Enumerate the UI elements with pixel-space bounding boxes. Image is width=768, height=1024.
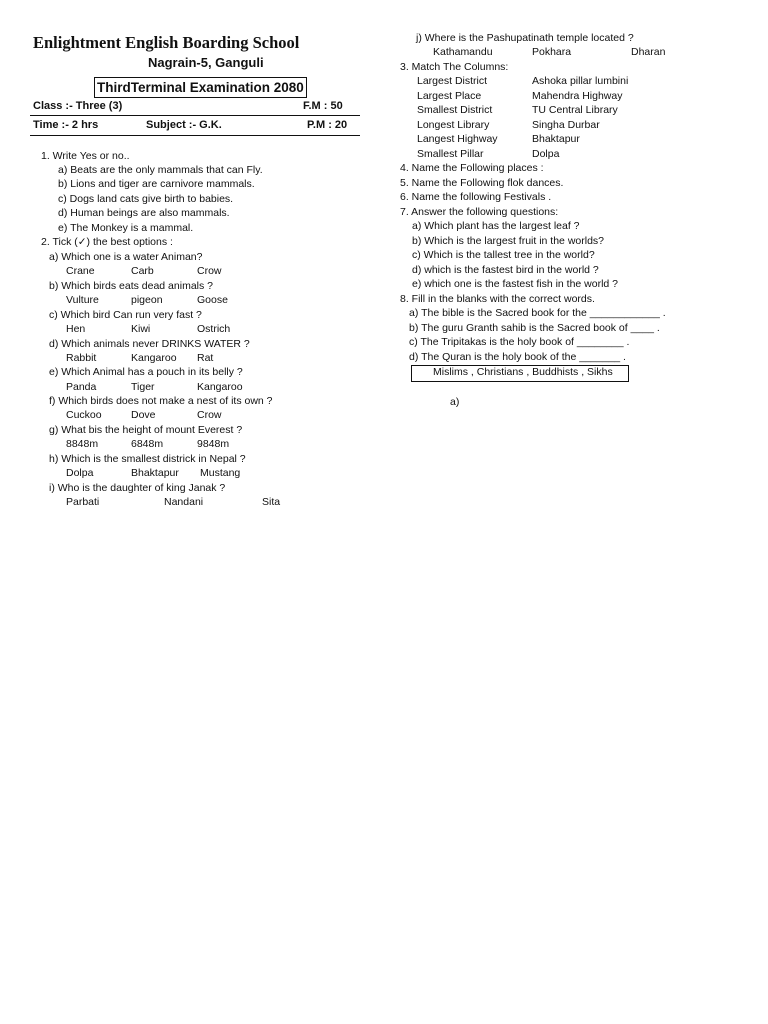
q2-question: g) What bis the height of mount Everest ?: [49, 424, 243, 436]
pass-marks: P.M : 20: [307, 119, 348, 131]
exam-title: ThirdTerminal Examination 2080: [94, 77, 307, 98]
q3-title: 3. Match The Columns:: [400, 61, 509, 73]
q8-item: d) The Quran is the holy book of the _______ .: [409, 351, 626, 363]
q2-option: Carb: [131, 265, 154, 277]
q2-question: a) Which one is a water Animan?: [49, 251, 203, 263]
q2-option: Kangaroo: [131, 352, 177, 364]
q2-option: Kangaroo: [197, 381, 243, 393]
q1-item: d) Human beings are also mammals.: [58, 207, 230, 219]
q8-item: c) The Tripitakas is the holy book of ________ .: [409, 336, 630, 348]
q3-right-item: Bhaktapur: [532, 133, 580, 145]
q2-question: j) Where is the Pashupatinath temple located ?: [416, 32, 634, 44]
q3-left-item: Smallest District: [417, 104, 493, 116]
q8-item: b) The guru Granth sahib is the Sacred book of ____ .: [409, 322, 660, 334]
q2-option: Crow: [197, 265, 222, 277]
q3-left-item: Largest Place: [417, 90, 482, 102]
q2-option: Dolpa: [66, 467, 94, 479]
q3-right-item: Dolpa: [532, 148, 560, 160]
q3-left-item: Longest Library: [417, 119, 490, 131]
q4-title: 4. Name the Following places :: [400, 162, 544, 174]
q3-right-item: Singha Durbar: [532, 119, 600, 131]
full-marks: F.M : 50: [303, 100, 343, 112]
q1-item: b) Lions and tiger are carnivore mammals.: [58, 178, 255, 190]
q2-option: Nandani: [164, 496, 204, 508]
header-rule-bottom: [30, 135, 360, 136]
q2-option: Crow: [197, 409, 222, 421]
q2-option: Rabbit: [66, 352, 97, 364]
q1-item: c) Dogs land cats give birth to babies.: [58, 193, 234, 205]
q2-option: Tiger: [131, 381, 155, 393]
school-name: Enlightment English Boarding School: [33, 33, 300, 52]
q6-title: 6. Name the following Festivals .: [400, 191, 552, 203]
q8-options: Mislims , Christians , Buddhists , Sikhs: [433, 366, 613, 378]
q2-option: Dharan: [631, 46, 666, 58]
q2-option: Kathamandu: [433, 46, 493, 58]
q2-option: Cuckoo: [66, 409, 102, 421]
q2-option: Hen: [66, 323, 86, 335]
q2-option: Sita: [262, 496, 281, 508]
subject-label: Subject :- G.K.: [146, 119, 222, 131]
q2-option: Ostrich: [197, 323, 231, 335]
q8-item: a) The bible is the Sacred book for the ____________ .: [409, 307, 666, 319]
q7-item: e) which one is the fastest fish in the world ?: [412, 278, 619, 290]
q2-option: Panda: [66, 381, 97, 393]
q8-title: 8. Fill in the blanks with the correct words.: [400, 293, 595, 305]
time-label: Time :- 2 hrs: [33, 119, 99, 131]
q2-option: Parbati: [66, 496, 100, 508]
q2-option: Vulture: [66, 294, 99, 306]
q3-right-item: Mahendra Highway: [532, 90, 623, 102]
q1-item: a) Beats are the only mammals that can Fly.: [58, 164, 263, 176]
trailing-label: a): [450, 396, 460, 408]
q2-option: 9848m: [197, 438, 230, 450]
q3-right-item: TU Central Library: [532, 104, 618, 116]
school-address: Nagrain-5, Ganguli: [148, 55, 264, 70]
q2-option: Dove: [131, 409, 156, 421]
q2-option: Bhaktapur: [131, 467, 179, 479]
q2-option: Goose: [197, 294, 228, 306]
q7-title: 7. Answer the following questions:: [400, 206, 559, 218]
q3-left-item: Smallest Pillar: [417, 148, 484, 160]
q7-item: a) Which plant has the largest leaf ?: [412, 220, 580, 232]
class-label: Class :- Three (3): [33, 100, 123, 112]
q2-question: f) Which birds does not make a nest of its own ?: [49, 395, 273, 407]
q2-option: Crane: [66, 265, 95, 277]
q2-question: c) Which bird Can run very fast ?: [49, 309, 202, 321]
q1-title: 1. Write Yes or no..: [41, 150, 130, 162]
q2-title: 2. Tick (✓) the best options :: [41, 236, 173, 248]
q2-option: pigeon: [131, 294, 163, 306]
q2-question: d) Which animals never DRINKS WATER ?: [49, 338, 250, 350]
q1-item: e) The Monkey is a mammal.: [58, 222, 194, 234]
q2-option: Mustang: [200, 467, 241, 479]
q2-option: Rat: [197, 352, 214, 364]
q2-option: Pokhara: [532, 46, 572, 58]
q5-title: 5. Name the Following flok dances.: [400, 177, 564, 189]
q3-left-item: Largest District: [417, 75, 488, 87]
q3-right-item: Ashoka pillar lumbini: [532, 75, 629, 87]
q2-option: Kiwi: [131, 323, 151, 335]
q2-question: i) Who is the daughter of king Janak ?: [49, 482, 226, 494]
q2-option: 6848m: [131, 438, 164, 450]
header-rule-top: [30, 115, 360, 116]
q2-question: e) Which Animal has a pouch in its belly ?: [49, 366, 243, 378]
q7-item: d) which is the fastest bird in the world ?: [412, 264, 599, 276]
q7-item: c) Which is the tallest tree in the world?: [412, 249, 595, 261]
q3-left-item: Langest Highway: [417, 133, 498, 145]
q7-item: b) Which is the largest fruit in the worlds?: [412, 235, 604, 247]
q2-question: h) Which is the smallest districk in Nepal ?: [49, 453, 246, 465]
q2-question: b) Which birds eats dead animals ?: [49, 280, 213, 292]
q2-option: 8848m: [66, 438, 99, 450]
